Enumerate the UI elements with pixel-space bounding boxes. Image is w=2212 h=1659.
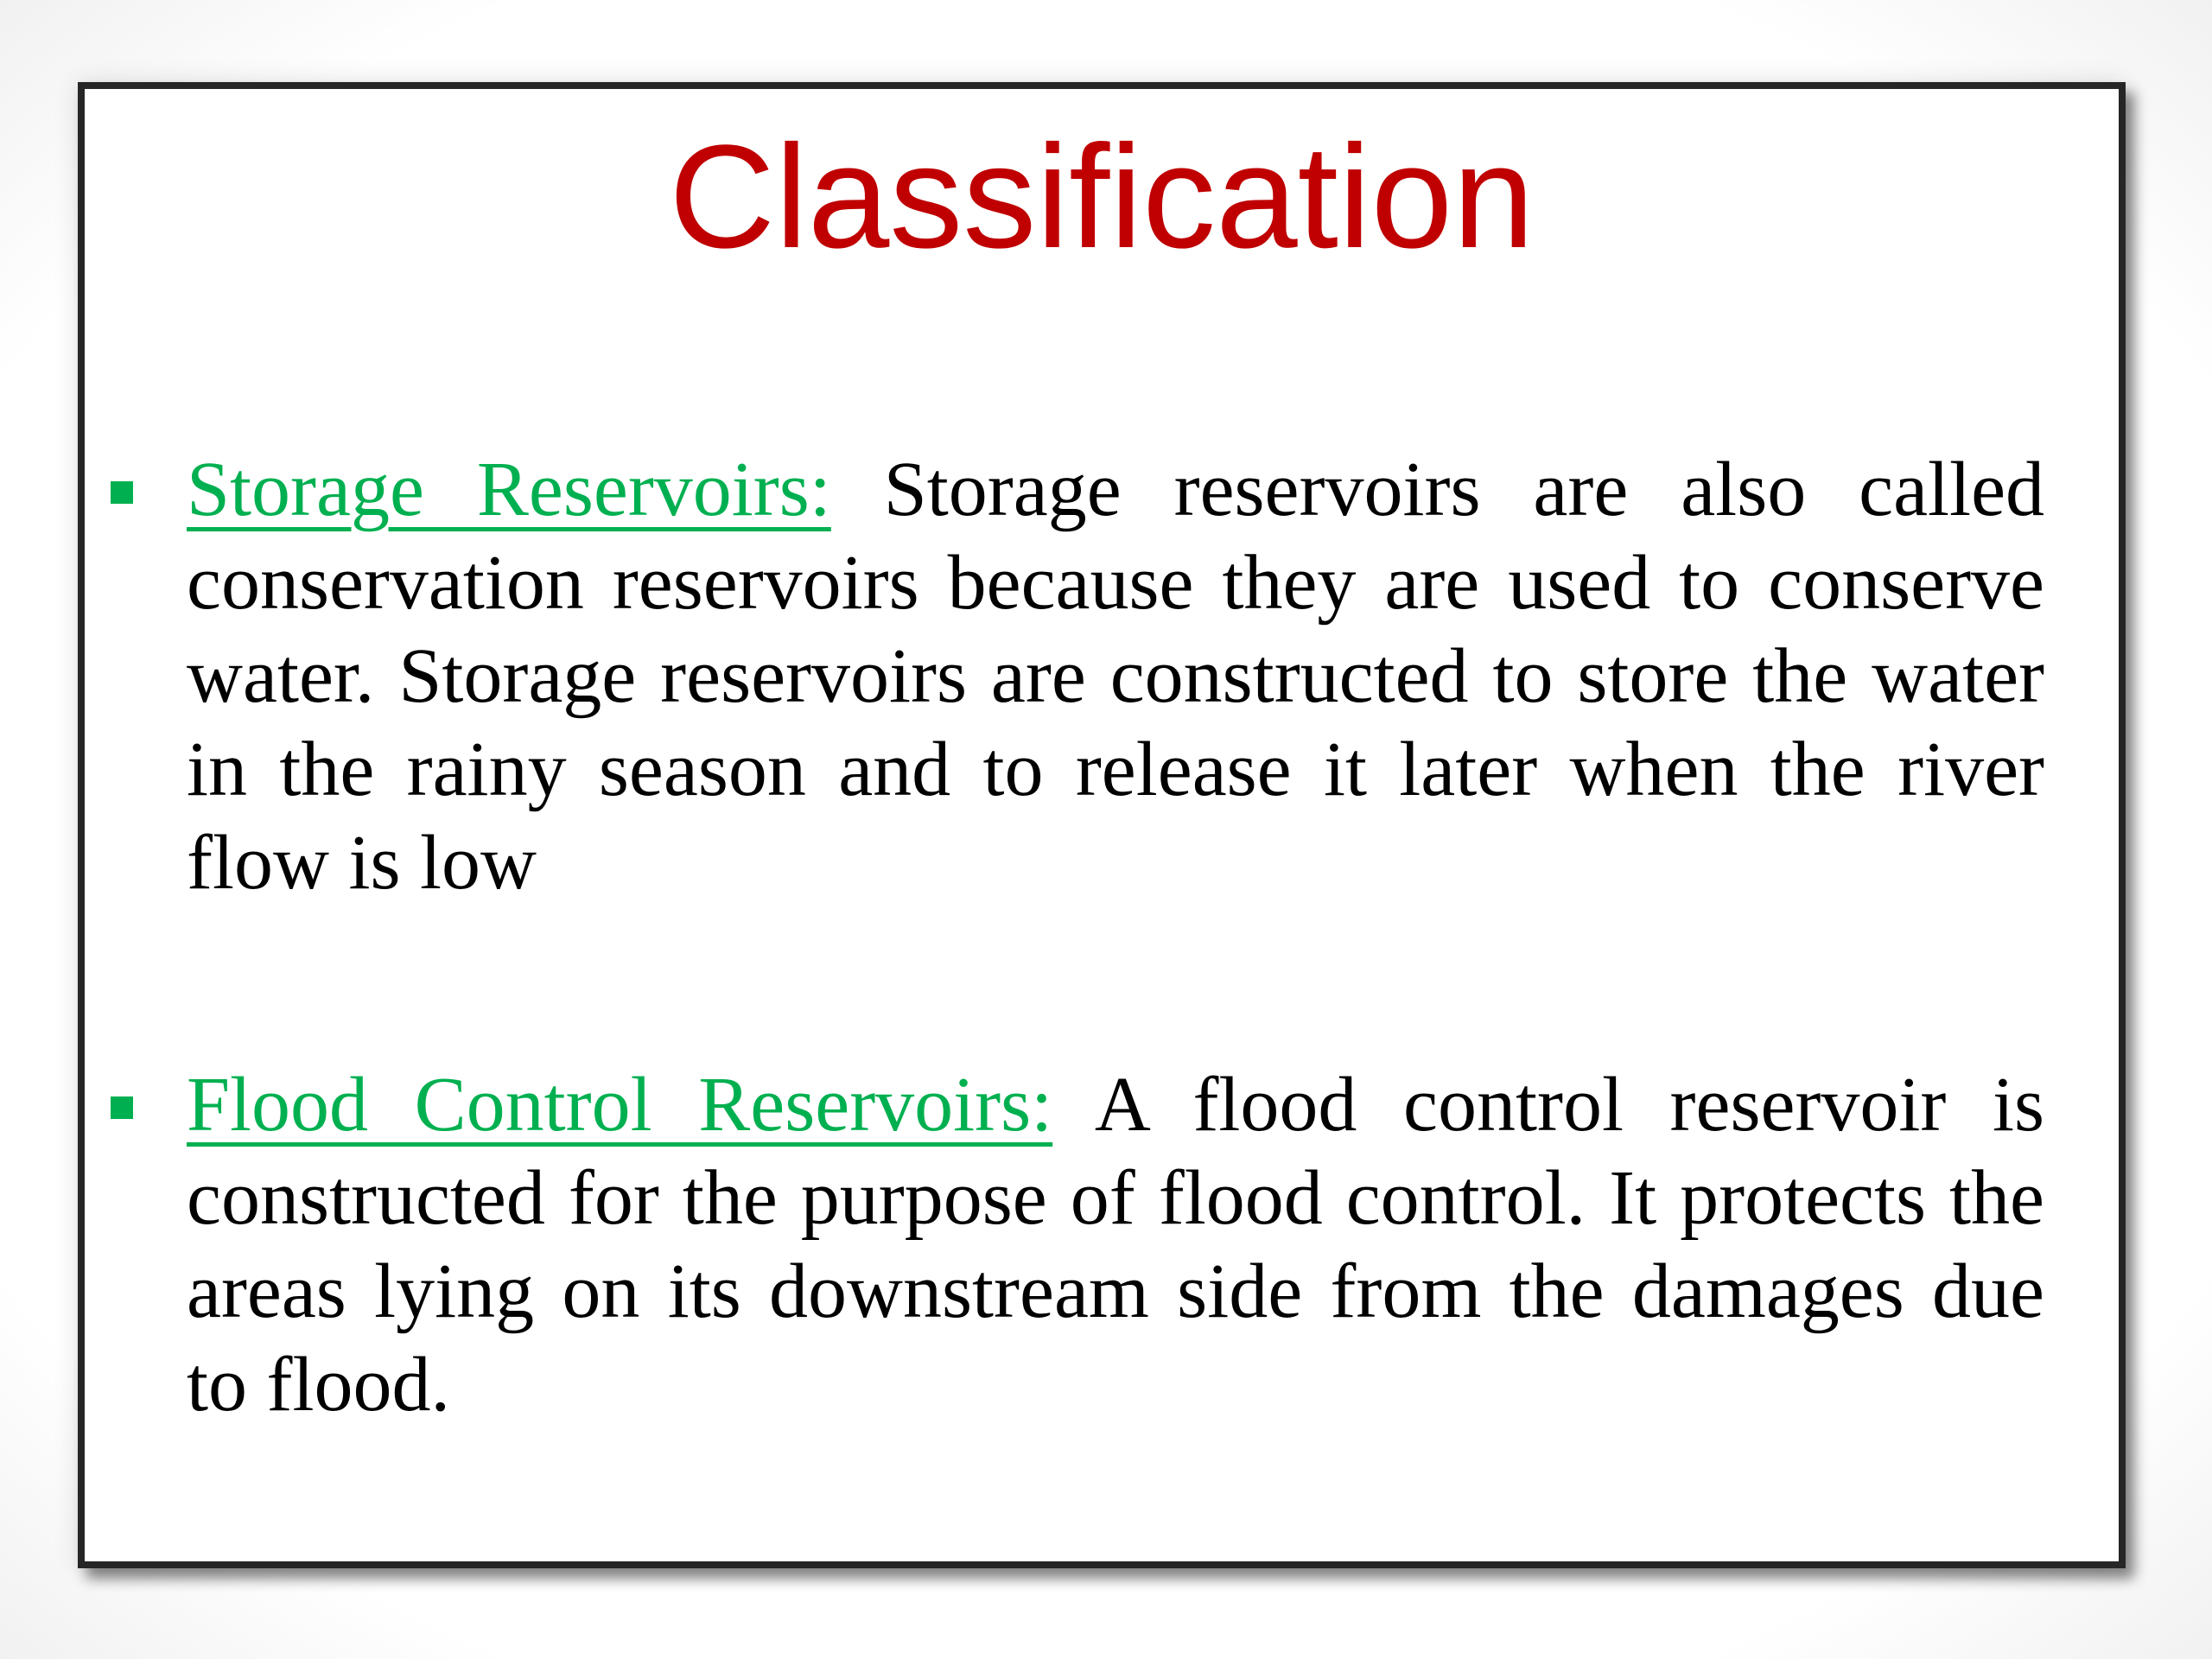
bullet-text: A flood control reservoir is constructed for the purpose of flood control. It protects the areas lying on its downstream side from the damages due to flood.	[187, 1062, 2044, 1427]
square-bullet-icon	[111, 1096, 133, 1119]
bullet-term: Flood Control Reservoirs:	[187, 1062, 1053, 1147]
bullet-item-flood-control-reservoirs	[187, 1058, 2044, 1432]
slide-title: Classification	[669, 115, 1535, 279]
square-bullet-icon	[111, 481, 133, 504]
slide-frame	[78, 82, 2126, 1568]
bullet-list	[187, 443, 2044, 1432]
bullet-item-storage-reservoirs	[187, 443, 2044, 910]
bullet-term: Storage Reservoirs:	[187, 447, 831, 532]
bullet-text: Storage reservoirs are also called conservation reservoirs because they are used to conserve water. Storage reservoirs are constructed to store the water in the rainy season and to release it later when the river flow is low	[187, 447, 2045, 906]
